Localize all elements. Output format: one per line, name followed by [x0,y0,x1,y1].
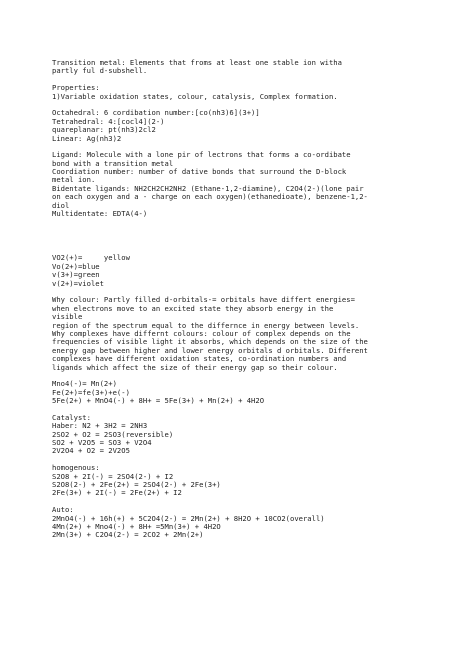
geometry-section [52,109,452,143]
text-line: Tetrahedral: 4:[cocl4](2-) [52,116,165,126]
text-line: metal ion. [52,175,96,185]
intro-paragraph [52,59,452,76]
text-line: Vo(2+)=blue [52,261,100,271]
section-heading: Properties: [52,83,100,93]
equation-line: 5Fe(2+) + MnO4(-) + 8H+ = 5Fe(3+) + Mn(2+) + 4H2O [52,396,265,406]
equation-line: 2Mn(3+) + C2O4(2-) = 2CO2 + 2Mn(2+) [52,530,204,540]
catalyst-section [52,414,452,456]
equation-line: 2Fe(3+) + 2I(-) = 2Fe(2+) + I2 [52,488,182,498]
auto-section [52,506,452,540]
text-line: frequencies of visible light it absorbs, which depends on the size of the [52,337,368,347]
equation-line: 2SO2 + O2 = 2SO3(reversible) [52,429,174,439]
text-line: v(2+)=violet [52,278,104,288]
homogenous-section [52,464,452,498]
text-line: bond with a transition metal [52,158,174,168]
text-line: on each oxygen and a - charge on each oxygen)(ethanedioate), benzene-1,2- [52,192,368,202]
text-line: Ligand: Molecule with a lone pir of lectrons that forms a co-ordibate [52,150,351,160]
text-line: VO2(+)= yellow [52,253,130,263]
document-page [52,59,452,540]
text-line: Why complexes have differnt colours: colour of complex depends on the [52,328,351,338]
section-heading: homogenous: [52,463,100,473]
vanadium-section [52,254,452,288]
properties-section [52,84,452,101]
equation-line: 2MnO4(-) + 16h(+) + 5C2O4(2-) = 2Mn(2+) + 8H2O + 10CO2(overall) [52,513,325,523]
section-heading: Auto: [52,505,74,515]
text-line: Coordiation number: number of dative bonds that surround the D-block [52,167,347,177]
colour-section [52,296,452,372]
text-line: Bidentate ligands: NH2CH2CH2NH2 (Ethane-1,2-diamine), C2O4(2-)(lone pair [52,183,364,193]
text-line: visible [52,312,83,322]
equation-line: S2O8 + 2I(-) = 2SO4(2-) + I2 [52,471,174,481]
text-line: quareplanar: pt(nh3)2cl2 [52,125,156,135]
equation-line: S2O8(2-) + 2Fe(2+) = 2SO4(2-) + 2Fe(3+) [52,479,221,489]
text-line: Linear: Ag(nh3)2 [52,133,122,143]
equation-line: Haber: N2 + 3H2 = 2NH3 [52,421,148,431]
text-line: partly ful d-subshell. [52,66,148,76]
equation-line: Fe(2+)=fe(3+)+e(-) [52,387,130,397]
equation-line: SO2 + V2O5 = SO3 + V2O4 [52,438,152,448]
text-line: Transition metal: Elements that froms at least one stable ion witha [52,58,342,67]
text-line: v(3+)=green [52,270,100,280]
text-line: energy gap between higher and lower energy orbitals d orbitals. Different [52,345,368,355]
text-line: complexes have different oxidation states, co-ordination numbers and [52,354,347,364]
equation-line: 4Mn(2+) + Mno4(-) + 8H+ =5Mn(3+) + 4H2O [52,521,221,531]
text-line: Octahedral: 6 cordibation number:[co(nh3)6](3+)] [52,108,260,118]
text-line: diol [52,200,70,210]
equation-line: Mno4(-)= Mn(2+) [52,379,117,389]
text-line: when electrons move to an excited state they absorb energy in the [52,303,334,313]
text-line: Why colour: Partly filled d-orbitals-= orbitals have differt energies= [52,295,355,305]
text-line: 1)Variable oxidation states, colour, catalysis, Complex formation. [52,91,338,101]
ligands-section [52,151,452,218]
redox-section [52,380,452,405]
equation-line: 2V2O4 + O2 = 2V2O5 [52,446,130,456]
text-line: Multidentate: EDTA(4-) [52,209,148,219]
text-line: region of the spectrum equal to the differnce in energy between levels. [52,320,360,330]
section-heading: Catalyst: [52,412,91,422]
text-line: ligands which affect the size of their energy gap so their colour. [52,362,338,372]
